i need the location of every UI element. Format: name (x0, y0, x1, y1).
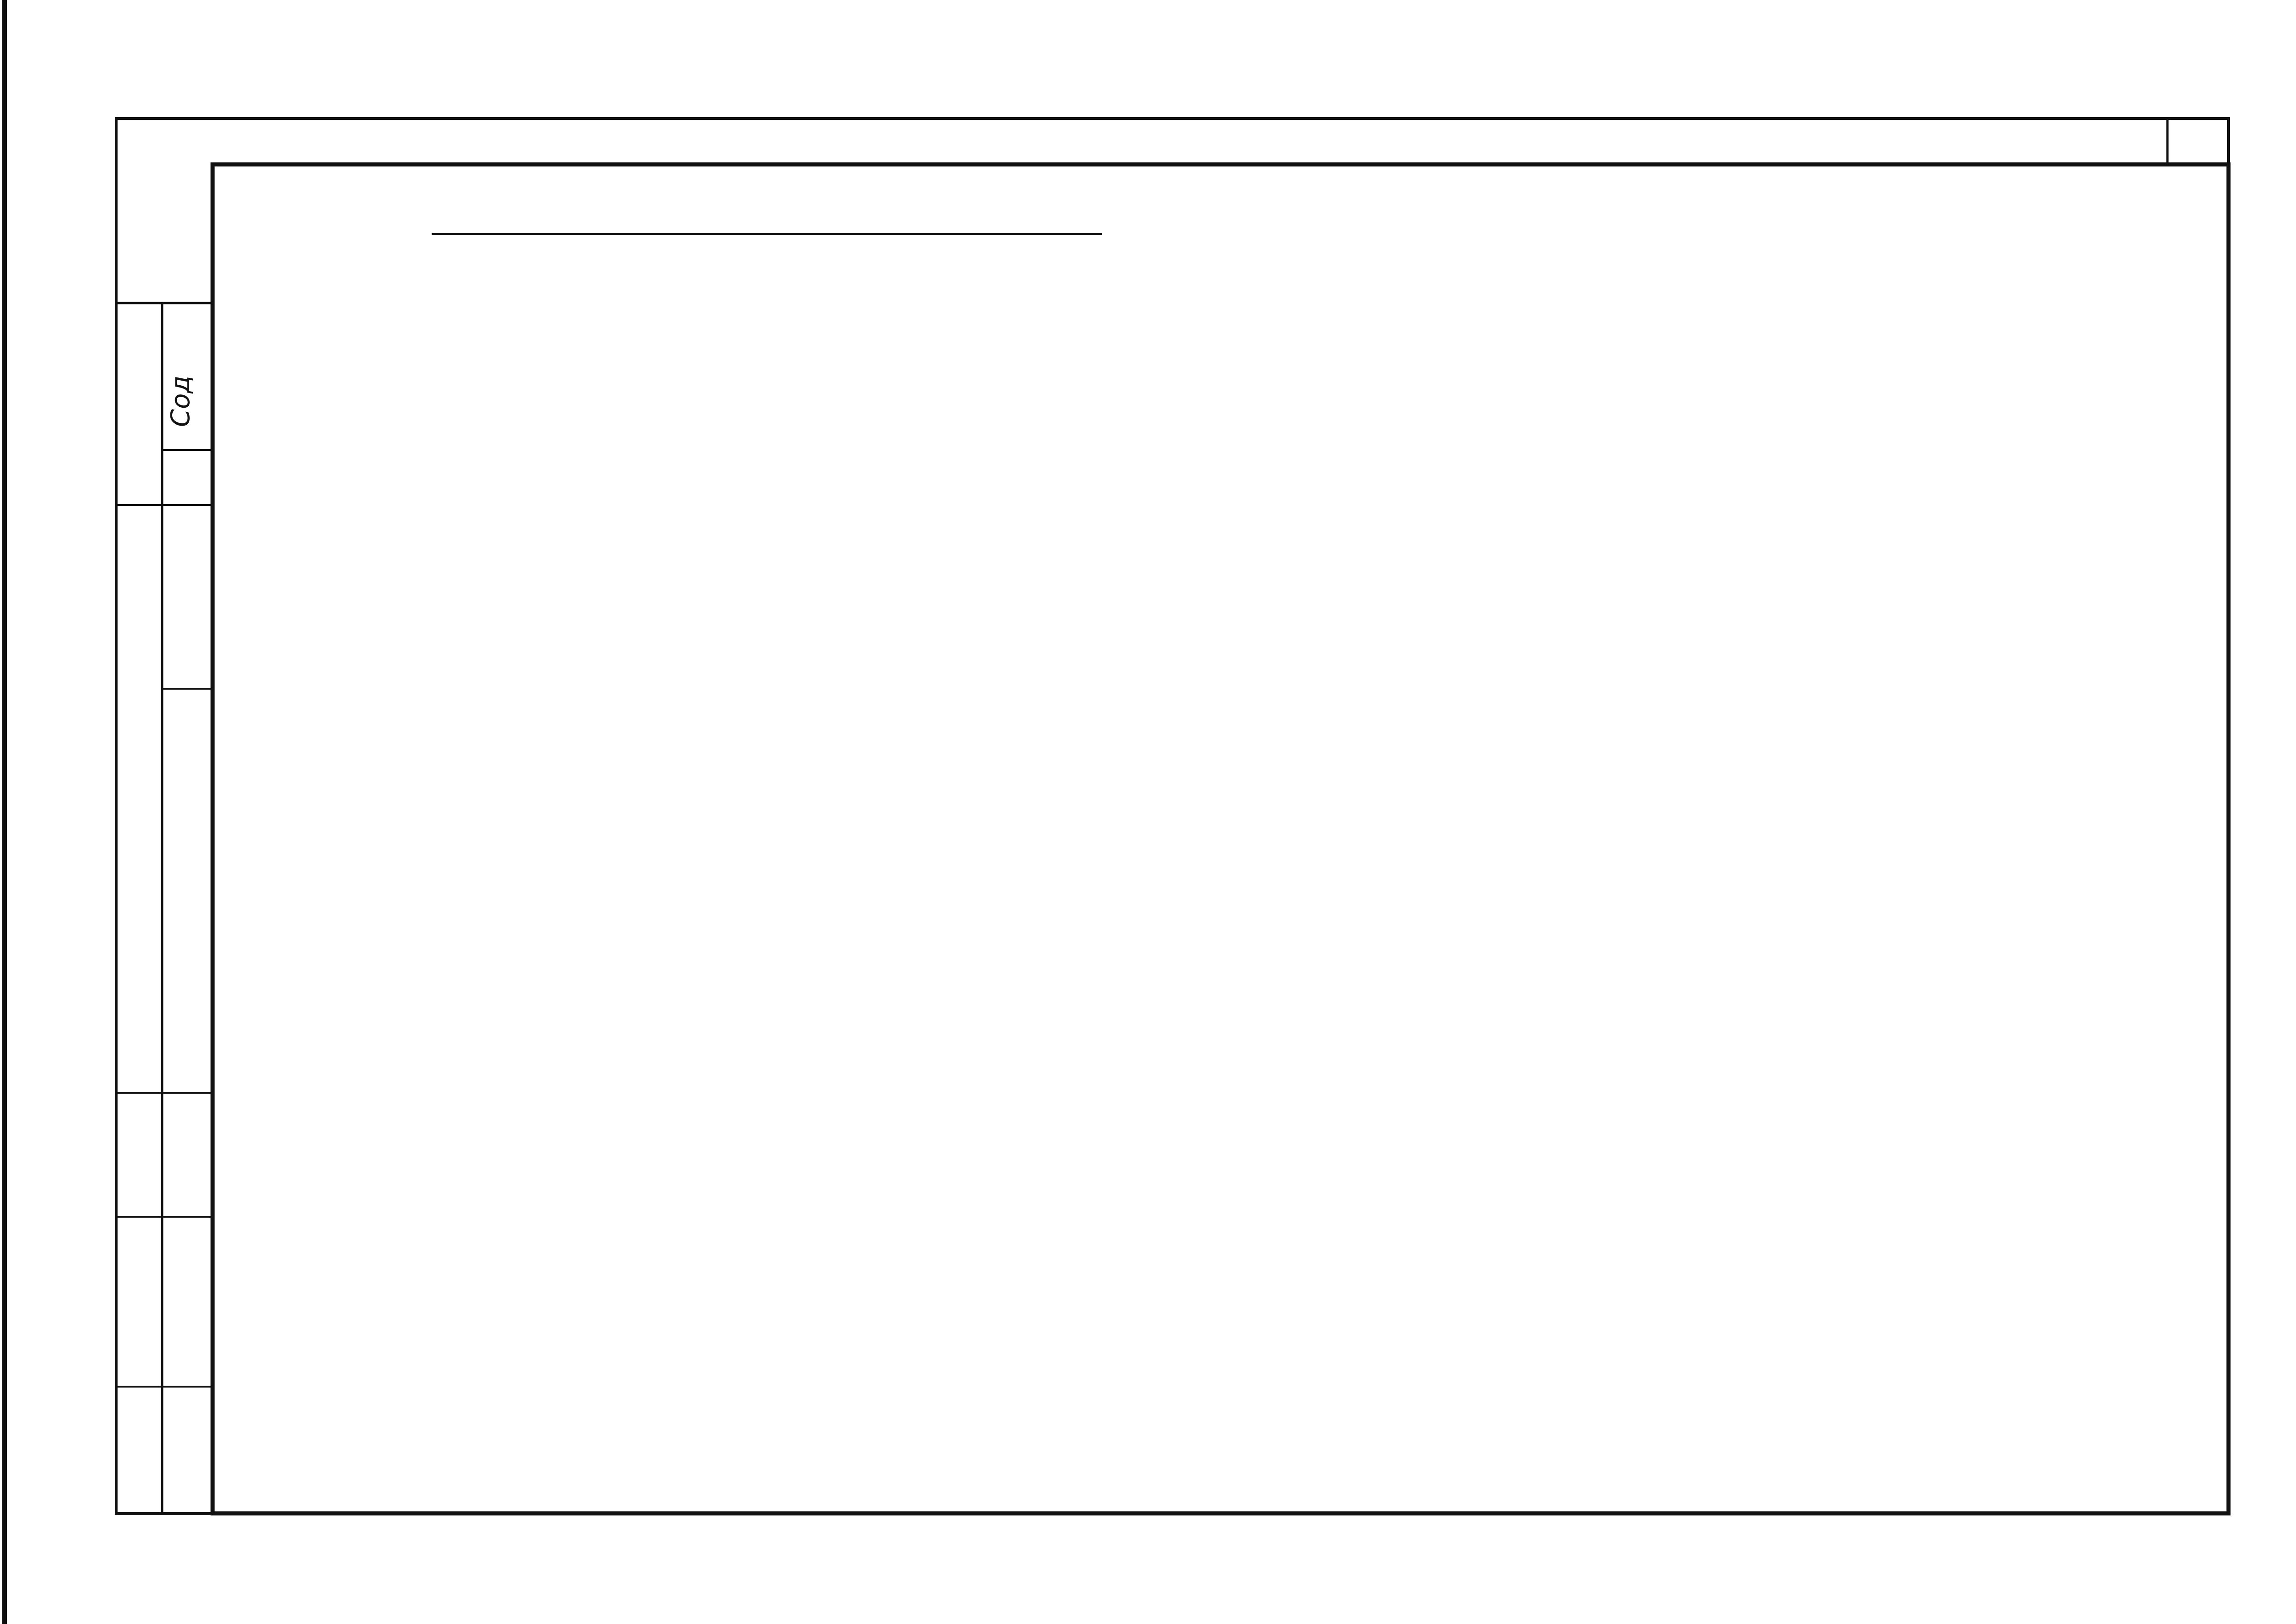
outer-frame (5, 0, 2228, 1624)
left-strip (116, 303, 213, 1513)
chief-signature-mark: Сод (166, 375, 196, 427)
